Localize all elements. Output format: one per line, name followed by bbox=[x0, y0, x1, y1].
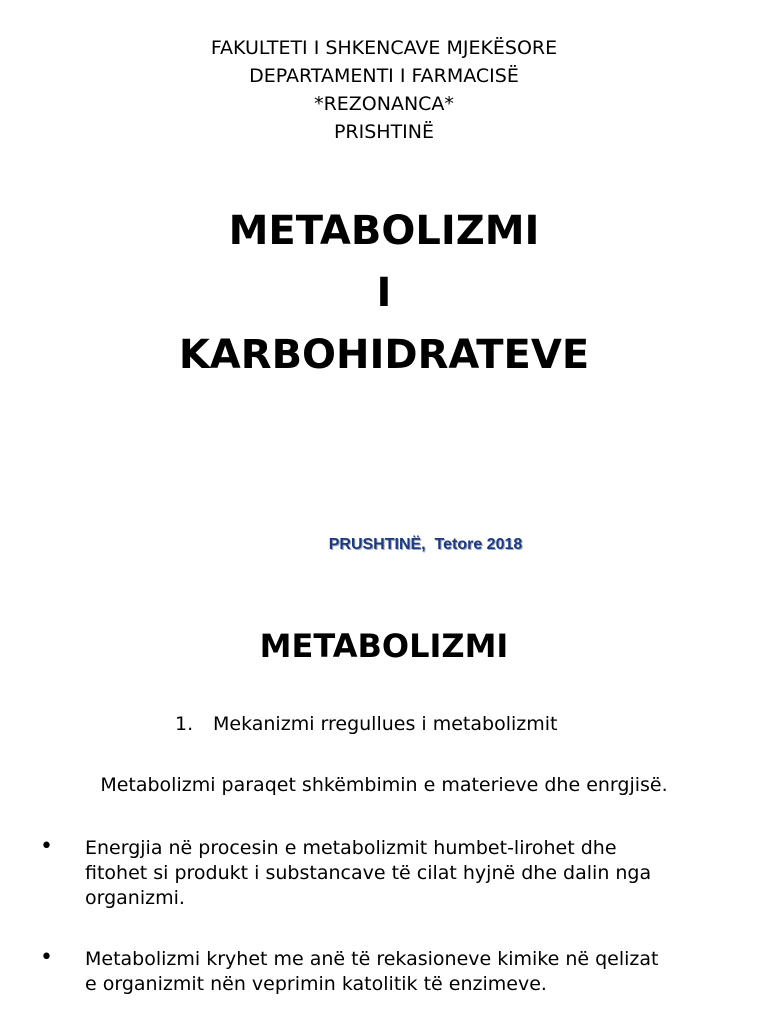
bullet-line: e organizmit nën veprimin katolitik të enzimeve. bbox=[85, 973, 547, 995]
bullet-line: Energjia në procesin e metabolizmit humbet-lirohet dhe bbox=[85, 837, 617, 859]
bullet-text bbox=[85, 947, 740, 997]
date-line: PRUSHTINË, Tetore 2018 bbox=[328, 536, 523, 553]
bullet-line: fitohet si produkt i substancave të cilat hyjnë dhe dalin nga bbox=[85, 862, 652, 884]
numbered-item-text: Mekanizmi rregullues i metabolizmit bbox=[213, 713, 558, 735]
department-name: DEPARTAMENTI I FARMACISË bbox=[249, 65, 519, 87]
bullet-item bbox=[40, 947, 740, 997]
section-title: METABOLIZMI bbox=[259, 627, 509, 665]
numbered-item bbox=[175, 713, 557, 735]
bullet-icon: • bbox=[40, 945, 53, 970]
document-title bbox=[0, 200, 768, 386]
bullet-line: Metabolizmi kryhet me anë të rekasioneve kimike në qelizat bbox=[85, 948, 659, 970]
intro-paragraph: Metabolizmi paraqet shkëmbimin e materieve dhe enrgjisë. bbox=[100, 774, 668, 796]
bullet-text bbox=[85, 836, 740, 911]
faculty-header bbox=[0, 34, 768, 146]
city-name: PRISHTINË bbox=[333, 121, 435, 143]
bullet-line: organizmi. bbox=[85, 887, 185, 909]
numbered-item-number: 1. bbox=[175, 713, 194, 735]
title-line-3: KARBOHIDRATEVE bbox=[178, 332, 590, 378]
title-line-2: I bbox=[376, 270, 392, 316]
faculty-name: FAKULTETI I SHKENCAVE MJEKËSORE bbox=[210, 37, 558, 59]
group-name: *REZONANCA* bbox=[314, 93, 454, 115]
bullet-item bbox=[40, 836, 740, 911]
bullet-icon: • bbox=[40, 834, 53, 859]
title-line-1: METABOLIZMI bbox=[228, 208, 540, 254]
